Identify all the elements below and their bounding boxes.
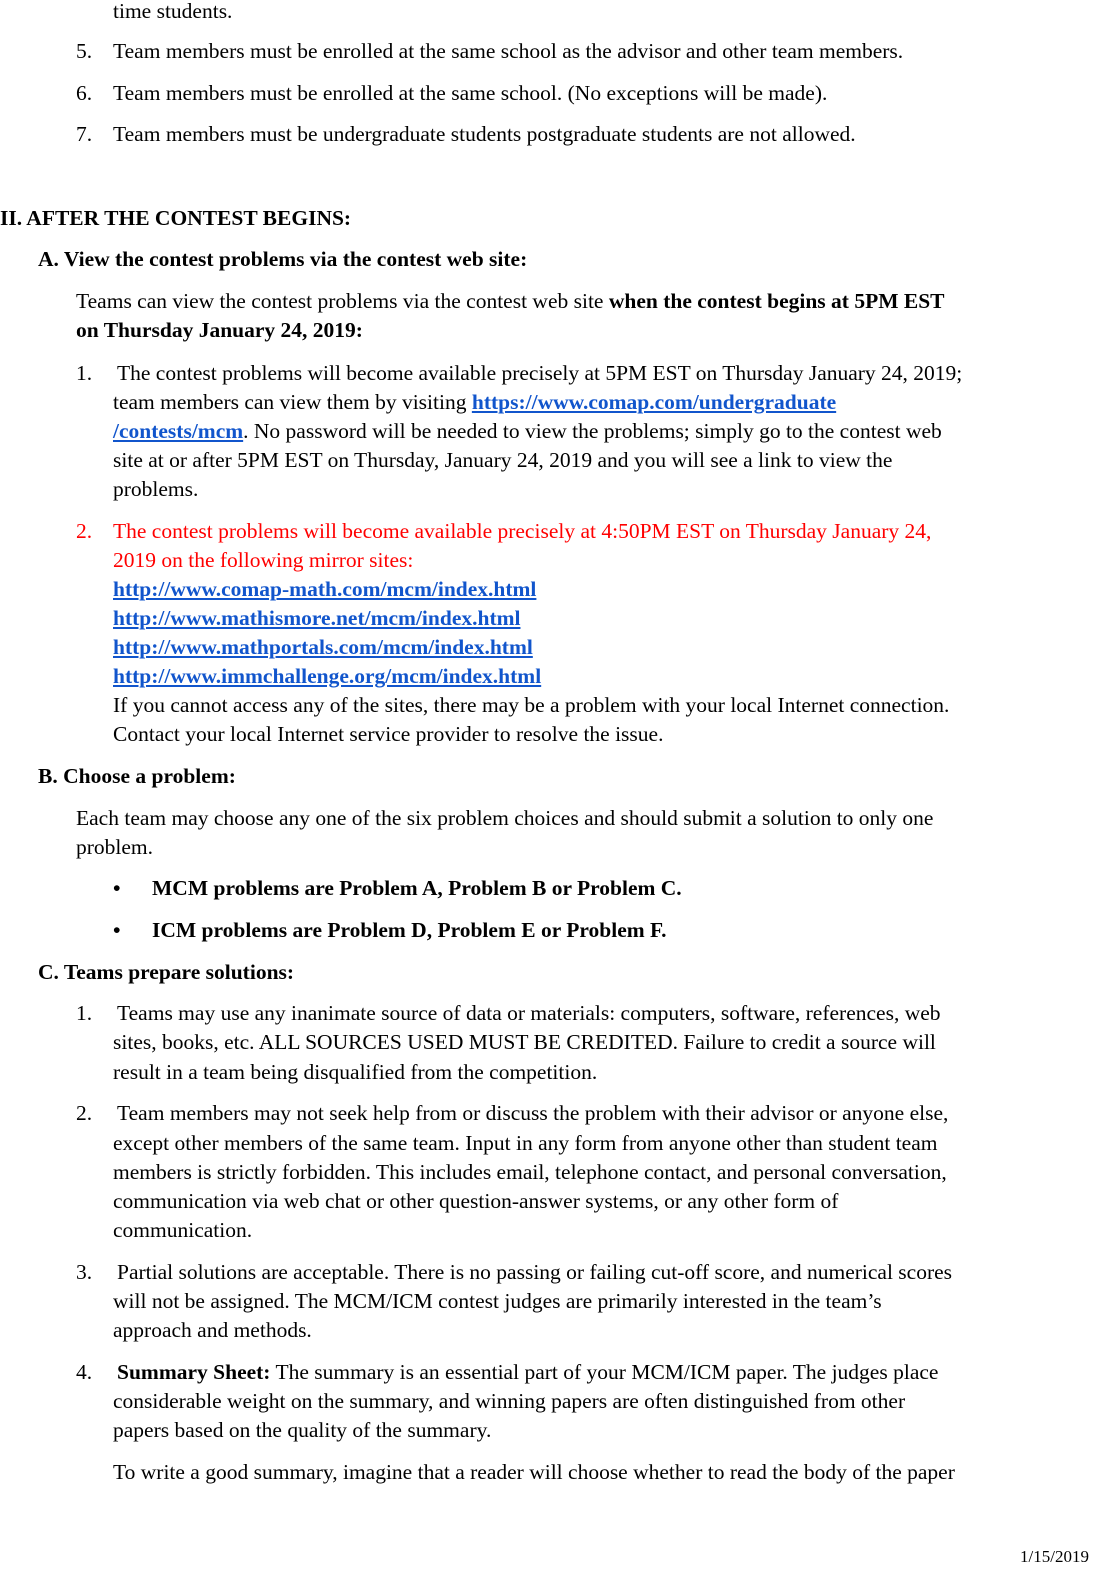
c-item2-line: Team members may not seek help from or discuss the problem with their advisor or anyone else, — [117, 1101, 949, 1125]
c-item4-para: To write a good summary, imagine that a reader will choose whether to read the body of the paper — [113, 1460, 955, 1484]
subsection-a-heading: A. View the contest problems via the contest web site: — [38, 247, 528, 271]
list-number: 2. — [76, 519, 93, 543]
list-item-text: Team members must be enrolled at the same school. (No exceptions will be made). — [113, 81, 828, 105]
subsection-a-intro — [76, 287, 945, 317]
a-item1-line2 — [113, 388, 836, 418]
b-bullet-text: ICM problems are Problem D, Problem E or Problem F. — [152, 918, 667, 942]
c-item2-line: members is strictly forbidden. This includes email, telephone contact, and personal conversation, — [113, 1160, 947, 1184]
footer-date: 1/15/2019 — [1020, 1547, 1089, 1566]
list-number: 1. — [76, 1001, 93, 1025]
section-heading: II. AFTER THE CONTEST BEGINS: — [0, 206, 352, 230]
c-item3-line: Partial solutions are acceptable. There is no passing or failing cut-off score, and numerical scores — [117, 1260, 953, 1284]
list-number: 3. — [76, 1260, 93, 1284]
c-item4-rest: The summary is an essential part of your MCM/ICM paper. The judges place — [270, 1360, 939, 1384]
list-number: 5. — [76, 39, 93, 63]
mirror-link[interactable]: http://www.comap-math.com/mcm/index.html — [113, 577, 537, 601]
c-item3-line: approach and methods. — [113, 1318, 312, 1342]
list-item-text: Team members must be undergraduate students postgraduate students are not allowed. — [113, 122, 856, 146]
list-item-text: Team members must be enrolled at the same school as the advisor and other team members. — [113, 39, 904, 63]
a-item1-line4: site at or after 5PM EST on Thursday, January 24, 2019 and you will see a link to view the — [113, 448, 893, 472]
a-item1-pre: team members can view them by visiting — [113, 390, 472, 414]
list-number: 4. — [76, 1360, 93, 1384]
list-number: 7. — [76, 122, 93, 146]
b-line1: Each team may choose any one of the six problem choices and should submit a solution to only one — [76, 806, 934, 830]
subsection-b-heading: B. Choose a problem: — [38, 764, 236, 788]
subsection-c-heading: C. Teams prepare solutions: — [38, 960, 295, 984]
list-number: 6. — [76, 81, 93, 105]
comap-contest-link[interactable]: https://www.comap.com/undergraduate — [471, 390, 837, 414]
c-item1-line: Teams may use any inanimate source of data or materials: computers, software, references, web — [117, 1001, 941, 1025]
a-item1-post: . No password will be needed to view the problems; simply go to the contest web — [243, 419, 942, 443]
a-item2-line1: The contest problems will become available precisely at 4:50PM EST on Thursday January 24, — [113, 519, 932, 543]
c-item1-line: result in a team being disqualified from the competition. — [113, 1060, 598, 1084]
c-item2-line: except other members of the same team. Input in any form from anyone other than student team — [113, 1131, 938, 1155]
c-item4-line3: papers based on the quality of the summary. — [113, 1418, 492, 1442]
a-item2-line2: 2019 on the following mirror sites: — [113, 548, 414, 572]
a-item2-note1: If you cannot access any of the sites, there may be a problem with your local Internet connection. — [113, 693, 950, 717]
c-item3-line: will not be assigned. The MCM/ICM contest judges are primarily interested in the team’s — [113, 1289, 882, 1313]
intro-bold-line2: on Thursday January 24, 2019: — [76, 318, 363, 342]
list-number: 2. — [76, 1101, 93, 1125]
a-item1-line5: problems. — [113, 477, 199, 501]
list-continuation-text: time students. — [113, 0, 233, 23]
c-item1-line: sites, books, etc. ALL SOURCES USED MUST BE CREDITED. Failure to credit a source will — [113, 1030, 936, 1054]
a-item2-note2: Contact your local Internet service provider to resolve the issue. — [113, 722, 664, 746]
b-bullet-text: MCM problems are Problem A, Problem B or Problem C. — [152, 876, 682, 900]
c-item2-line: communication. — [113, 1218, 253, 1242]
a-item1-line3 — [113, 417, 942, 447]
a-item1-line1: The contest problems will become available precisely at 5PM EST on Thursday January 24, 2019; — [117, 361, 963, 385]
c-item4-line2: considerable weight on the summary, and winning papers are often distinguished from other — [113, 1389, 906, 1413]
intro-plain: Teams can view the contest problems via the contest web site — [76, 289, 609, 313]
mirror-link[interactable]: http://www.immchallenge.org/mcm/index.html — [113, 664, 542, 688]
bullet: • — [113, 918, 121, 942]
list-number: 1. — [76, 361, 93, 385]
intro-bold: when the contest begins at 5PM EST — [608, 289, 945, 313]
b-line2: problem. — [76, 835, 154, 859]
summary-sheet-label: Summary Sheet: — [117, 1360, 271, 1384]
bullet: • — [113, 876, 121, 900]
comap-contest-link-cont[interactable]: /contests/mcm — [113, 419, 244, 443]
c-item4-line1 — [117, 1358, 938, 1388]
mirror-link[interactable]: http://www.mathportals.com/mcm/index.html — [113, 635, 533, 659]
c-item2-line: communication via web chat or other question-answer systems, or any other form of — [113, 1189, 839, 1213]
mirror-link[interactable]: http://www.mathismore.net/mcm/index.html — [113, 606, 521, 630]
